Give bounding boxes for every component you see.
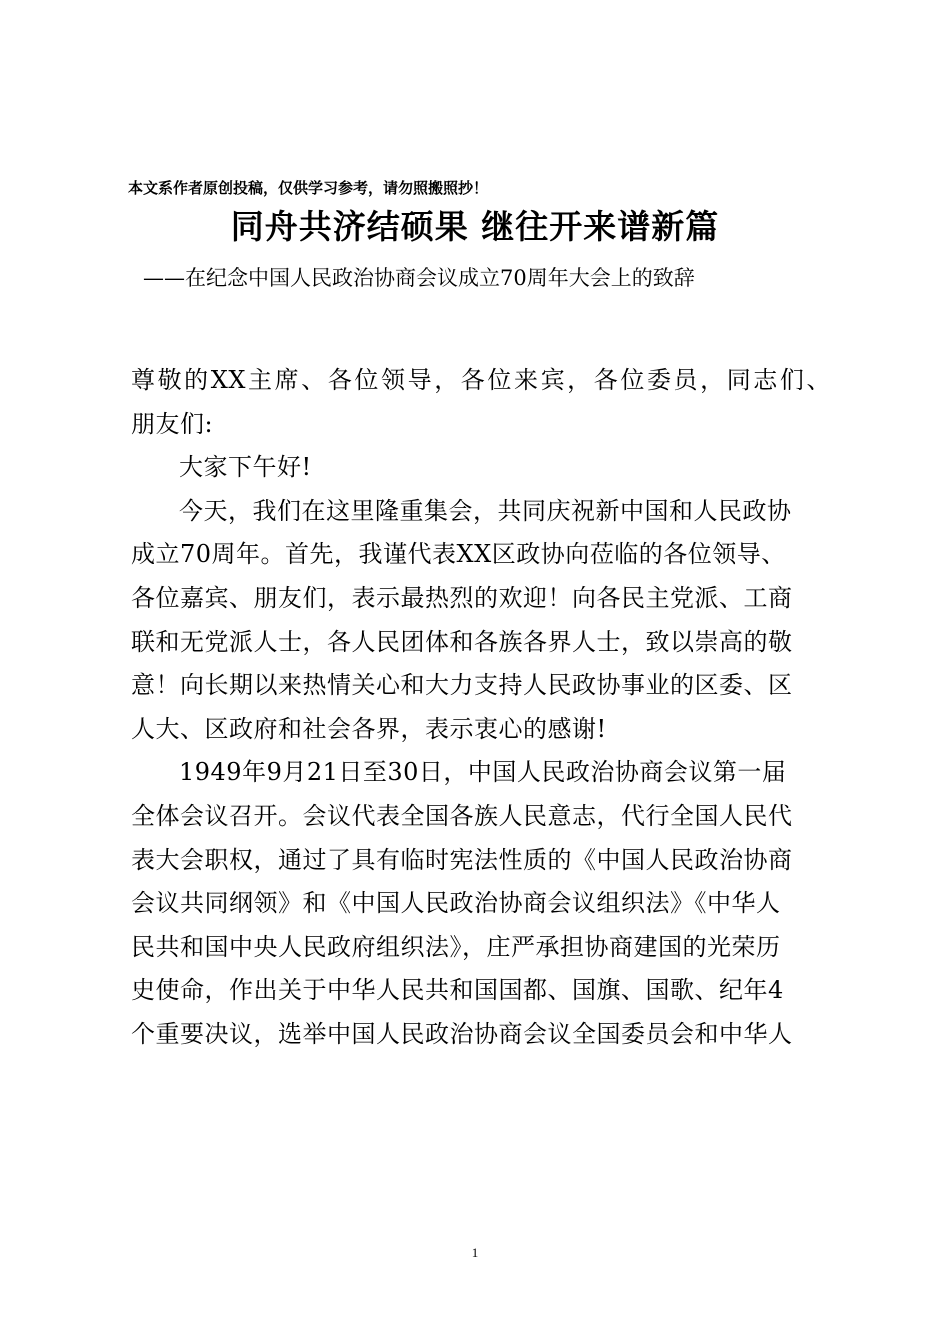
copyright-notice: 本文系作者原创投稿，仅供学习参考，请勿照搬照抄！ [128,179,489,197]
body-line: 联和无党派人士，各人民团体和各族各界人士，致以崇高的敬 [131,627,793,656]
body-line: 今天，我们在这里隆重集会，共同庆祝新中国和人民政协 [179,496,792,525]
body-line: 全体会议召开。会议代表全国各族人民意志，代行全国人民代 [131,801,793,830]
body-line: 成立70周年。首先，我谨代表XX区政协向莅临的各位领导、 [131,540,786,569]
body-line: 史使命，作出关于中华人民共和国国都、国旗、国歌、纪年4 [131,976,784,1005]
body-line: 意！向长期以来热情关心和大力支持人民政协事业的区委、区 [131,671,793,700]
page-number: 1 [471,1245,479,1260]
body-text [131,359,831,1057]
body-line: 民共和国中央人民政府组织法》，庄严承担协商建国的光荣历 [131,932,781,961]
body-line: 大家下午好! [179,453,312,482]
body-line: 各位嘉宾、朋友们，表示最热烈的欢迎！向各民主党派、工商 [131,583,793,612]
document-title: 同舟共济结硕果 继往开来谱新篇 [230,207,720,246]
body-line: 1949年9月21日至30日，中国人民政治协商会议第一届 [179,758,787,787]
body-line: 尊敬的XX主席、各位领导，各位来宾，各位委员，同志们、 [131,366,831,394]
body-line: 朋友们: [131,409,214,438]
document-subtitle: ——在纪念中国人民政治协商会议成立70周年大会上的致辞 [143,266,695,290]
body-line: 个重要决议，选举中国人民政治协商会议全国委员会和中华人 [131,1019,793,1048]
body-line: 会议共同纲领》和《中国人民政治协商会议组织法》《中华人 [131,889,781,918]
body-line: 人大、区政府和社会各界，表示衷心的感谢! [131,714,607,743]
body-line: 表大会职权，通过了具有临时宪法性质的《中国人民政治协商 [131,845,793,874]
